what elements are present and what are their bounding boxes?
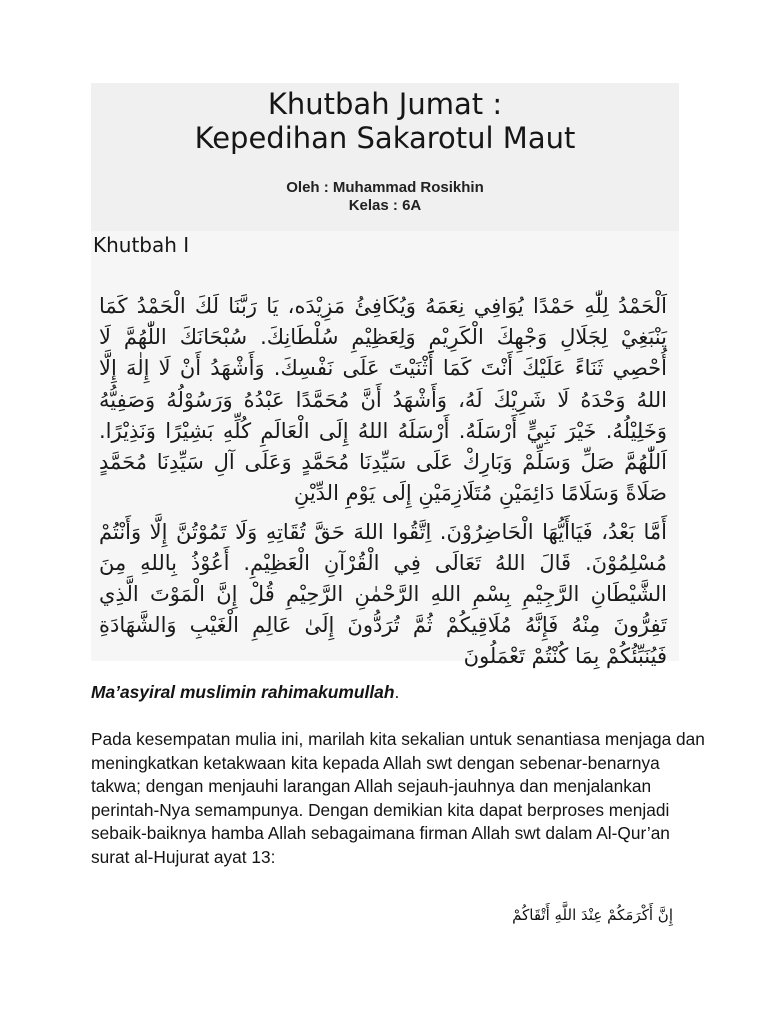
author-line: Oleh : Muhammad Rosikhin (286, 179, 484, 196)
quran-verse: إِنَّ أَكْرَمَكُمْ عِنْدَ اللَّهِ أَتْقَاكُمْ (512, 906, 673, 924)
greeting-text: Ma’asyiral muslimin rahimakumullah (91, 682, 395, 702)
document-title-line-1: Khutbah Jumat : (267, 87, 503, 121)
greeting-period: . (394, 682, 400, 702)
class-line: Kelas : 6A (348, 197, 422, 214)
title-block (91, 83, 679, 231)
arabic-opening-paragraph: اَلْحَمْدُ لِلّٰهِ حَمْدًا يُوَافِي نِعَمَهُ وَيُكَافِئُ مَزِيْدَه، يَا رَبَّنَا لَكَ الْحَمْدُ كَمَا يَنْبَغِيْ لِجَلَالِ وَجْهِكَ الْكَرِيْمِ وَلِعَظِيْمِ سُلْطَانِكَ. سُبْحَانَكَ اللّٰهُمَّ لَا أُحْصِي ثَنَاءً عَلَيْكَ أَنْتَ كَمَا أَثْنَيْتَ عَلَى نَفْسِكَ. وَأَشْهَدُ أَنْ لَا إِلٰهَ إِلَّا اللهُ وَحْدَهُ لَا شَرِيْكَ لَهُ، وَأَشْهَدُ أَنَّ مُحَمَّدًا عَبْدُهُ وَرَسُوْلُهُ وَصَفِيُّهُ وَخَلِيْلُهُ. خَيْرَ نَبِيٍّ أَرْسَلَهُ. أَرْسَلَهُ اللهُ إِلَى الْعَالَمِ كُلِّهِ بَشِيْرًا وَنَذِيْرًا. اَللّٰهُمَّ صَلِّ وَسَلِّمْ وَبَارِكْ عَلَى سَيِّدِنَا مُحَمَّدٍ وَعَلَى آلِ سَيِّدِنَا مُحَمَّدٍ صَلَاةً وَسَلَامًا دَائِمَيْنِ مُتَلَازِمَيْنِ إِلَى يَوْمِ الدِّيْنِ (99, 294, 667, 506)
section-heading: Khutbah I (93, 233, 190, 257)
body-paragraph: Pada kesempatan mulia ini, marilah kita sekalian untuk senantiasa menjaga dan meningkatkan ketakwaan kita kepada Allah swt dengan sebenar-benarnya takwa; dengan menjauhi larangan Allah sejauh-jauhnya dan menjalankan perintah-Nya semampunya. Dengan demikian kita dapat berproses menjadi sebaik-baiknya hamba Allah sebagaimana firman Allah swt dalam Al-Qur’an surat al-Hujurat ayat 13: (91, 729, 705, 867)
document-title-line-2: Kepedihan Sakarotul Maut (194, 121, 576, 155)
greeting-line (91, 682, 711, 703)
khutbah-section (91, 231, 679, 668)
arabic-second-paragraph: أَمَّا بَعْدُ، فَيَاأَيُّهَا الْحَاضِرُوْنَ. اِتَّقُوا اللهَ حَقَّ تُقَاتِهِ وَلَا تَمُوْتُنَّ إِلَّا وَأَنْتُمْ مُسْلِمُوْنَ. قَالَ اللهُ تَعَالَى فِي الْقُرْآنِ الْعَظِيْمِ. أَعُوْذُ بِاللهِ مِنَ الشَّيْطَانِ الرَّجِيْمِ بِسْمِ اللهِ الرَّحْمٰنِ الرَّحِيْمِ قُلْ إِنَّ الْمَوْتَ الَّذِي تَفِرُّونَ مِنْهُ فَإِنَّهُ مُلَاقِيكُمْ ثُمَّ تُرَدُّونَ إِلَىٰ عَالِمِ الْغَيْبِ وَالشَّهَادَةِ فَيُنَبِّئُكُمْ بِمَا كُنْتُمْ تَعْمَلُونَ (99, 520, 667, 668)
